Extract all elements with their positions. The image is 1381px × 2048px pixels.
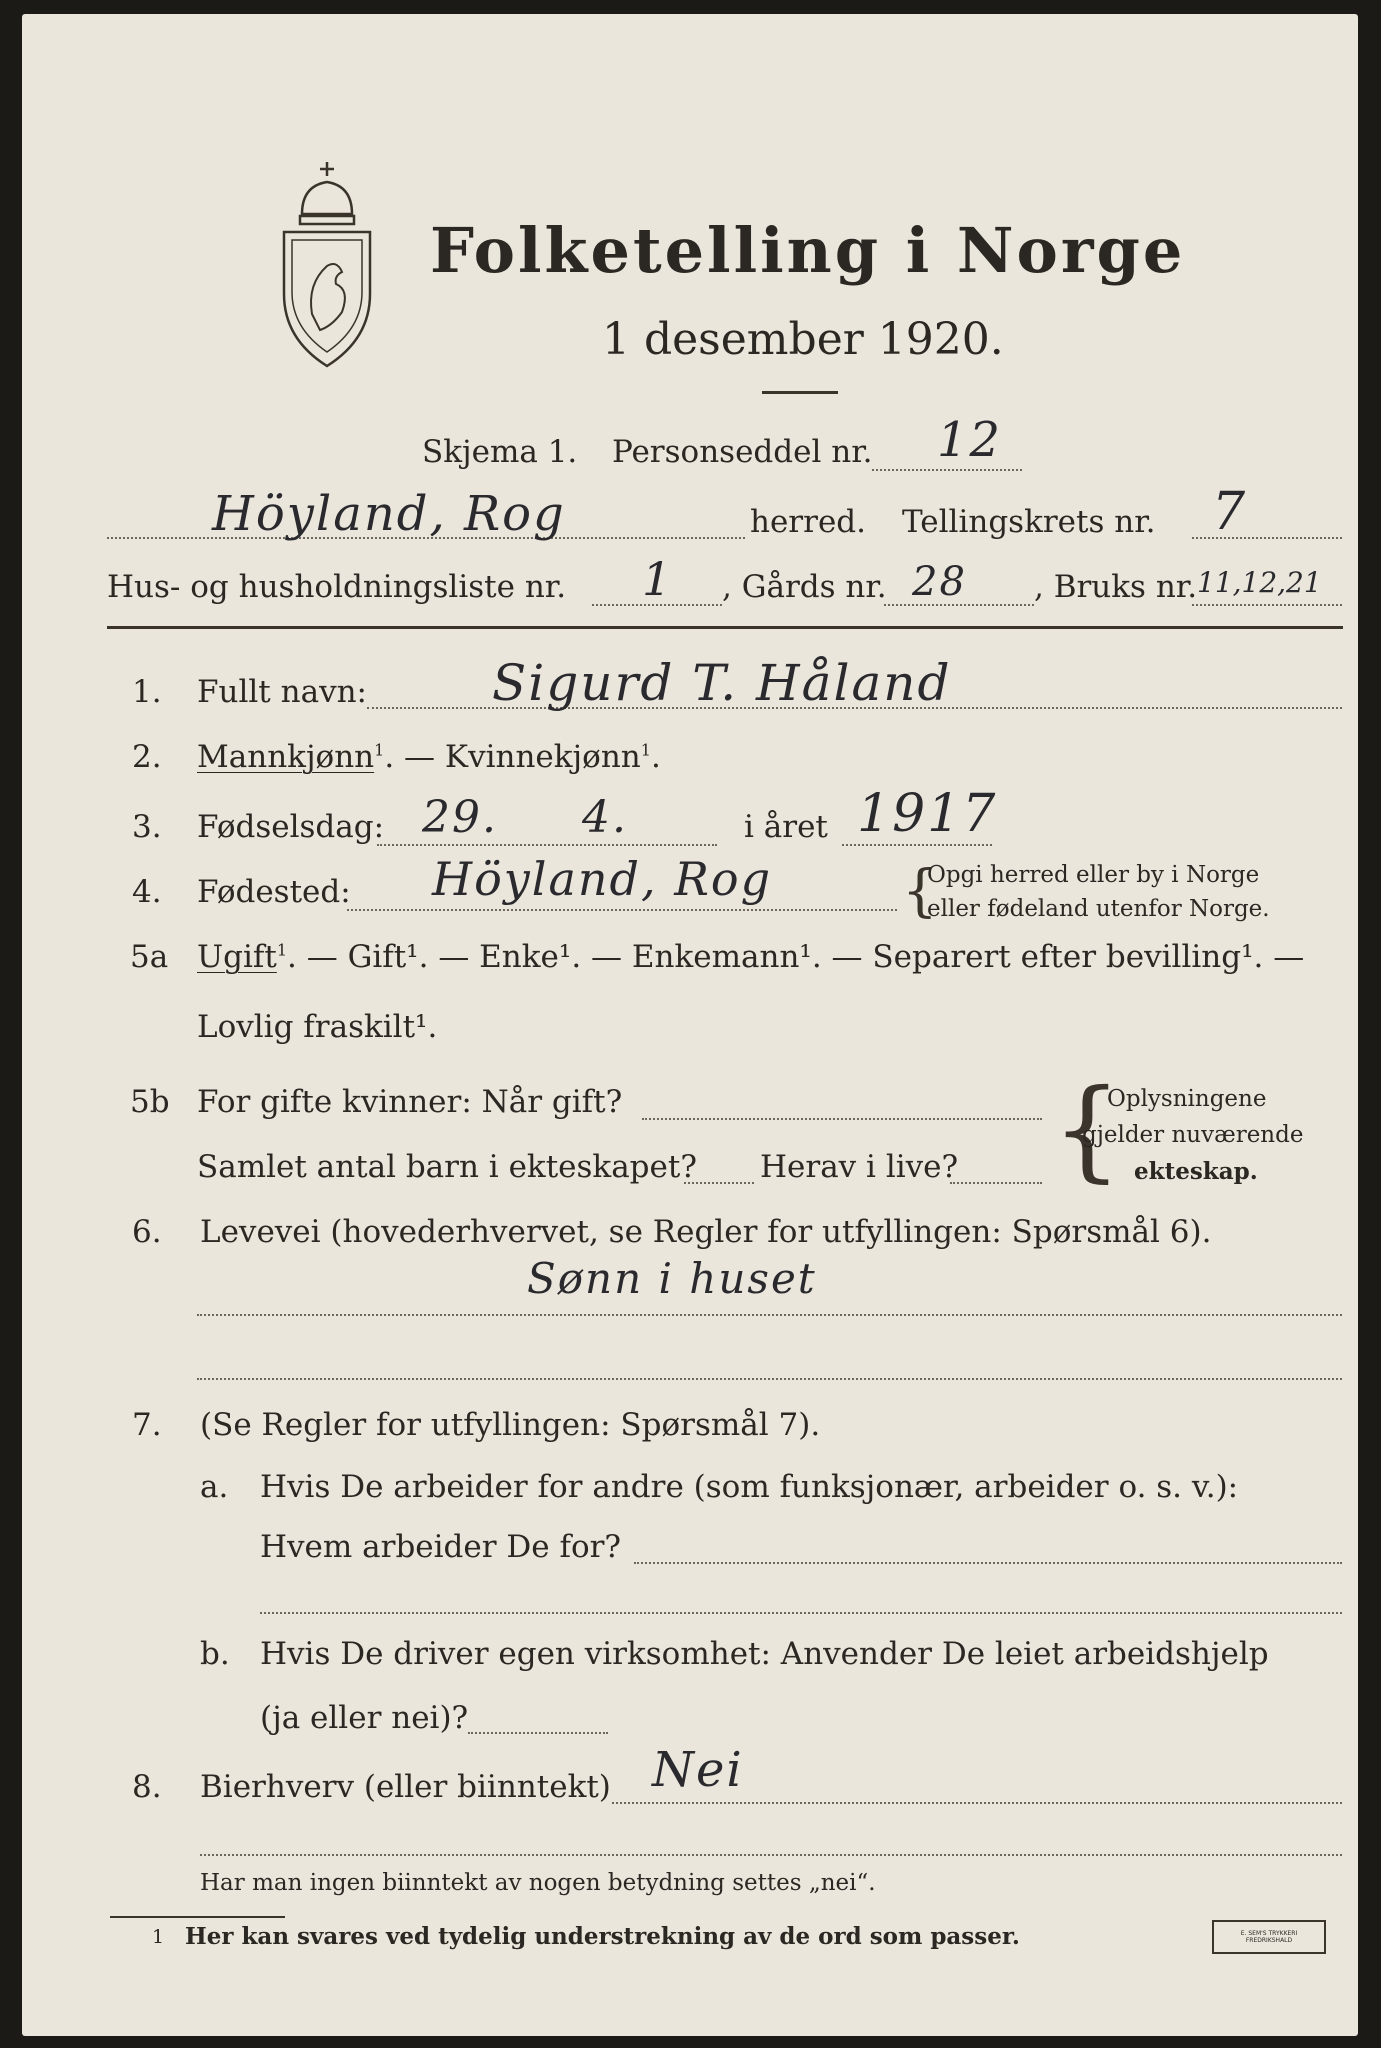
q2-mann: Mannkjønn [197,739,375,775]
q5b-label-3: Herav i live? [760,1149,959,1185]
q5b-line-1 [642,1118,1042,1120]
q4-value: Höyland, Rog [432,852,773,906]
bruks-line [1192,604,1342,606]
herred-label: herred. [750,504,866,540]
form-date: 1 desember 1920. [602,314,1004,365]
q5a-label: Ugift$^1$. — Gift¹. — Enke¹. — Enkemann¹. — Separert efter bevilling¹. — [197,939,1305,975]
q5a-line2: Lovlig fraskilt¹. [197,1009,438,1045]
q7a-line-2 [260,1612,1342,1614]
personseddel-label: Personseddel nr. [612,434,873,470]
q3-month: 4. [582,792,628,843]
gards-label: , Gårds nr. [722,569,887,605]
q3-year-label: i året [744,809,828,845]
q5a-ugift: Ugift [197,939,277,975]
q6-line-1 [197,1314,1342,1316]
q4-note-1: Opgi herred eller by i Norge [927,862,1260,888]
personseddel-line [872,469,1022,471]
q7a-label-2: Hvem arbeider De for? [260,1529,622,1565]
q8-number: 8. [132,1769,162,1805]
q8-line-2 [200,1854,1342,1856]
q3-year: 1917 [857,784,998,844]
q6-label: Levevei (hovederhvervet, se Regler for utfyllingen: Spørsmål 6). [200,1214,1212,1250]
q3-label: Fødselsdag: [197,809,385,845]
printer-mark-text: E. SEM'S TRYKKERI FREDRIKSHALD [1240,1930,1298,1944]
personseddel-value: 12 [937,412,1003,468]
hus-label: Hus- og husholdningsliste nr. [107,569,567,605]
q5b-brace: { [1052,1065,1122,1193]
q2-kvinne: Kvinnekjønn [444,739,641,775]
coat-of-arms-icon [272,154,382,374]
printer-mark [1212,1920,1326,1954]
q3-date-line [377,844,717,846]
tellingskrets-label: Tellingskrets nr. [902,504,1156,540]
q3-day: 29. [422,792,498,843]
herred-value: Höyland, Rog [212,486,566,542]
q5b-line-3 [950,1182,1042,1184]
q4-note-2: eller fødeland utenfor Norge. [927,896,1270,922]
q1-number: 1. [132,674,162,710]
q7b-line [468,1732,608,1734]
q7a-label: Hvis De arbeider for andre (som funksjonær, arbeider o. s. v.): [260,1469,1239,1505]
q4-line [347,909,897,911]
q2-end: . [650,739,661,775]
q2-number: 2. [132,739,162,775]
q7a-line-1 [634,1562,1342,1564]
hus-value: 1 [642,552,674,606]
q5b-note-1: Oplysningene [1107,1086,1267,1112]
footnote-rule [110,1916,285,1918]
header-divider [107,626,1343,629]
q6-line-2 [197,1378,1342,1380]
q1-value: Sigurd T. Håland [492,654,952,712]
q4-label: Fødested: [197,874,351,910]
q5b-label-1: For gifte kvinner: Når gift? [197,1084,623,1120]
q6-value: Sønn i huset [527,1254,817,1303]
q7b-label-2: (ja eller nei)? [260,1700,469,1736]
q5a-rest: . — Gift¹. — Enke¹. — Enkemann¹. — Separert efter bevilling¹. — [287,939,1305,975]
q1-label: Fullt navn: [197,674,367,710]
q5b-label-2: Samlet antal barn i ekteskapet? [197,1149,697,1185]
q7a-number: a. [200,1469,229,1505]
q3-number: 3. [132,809,162,845]
q8-value: Nei [652,1742,744,1798]
q5b-line-2 [684,1182,754,1184]
q8-note: Har man ingen biinntekt av nogen betydning settes „nei“. [200,1870,876,1896]
q4-brace: { [902,859,938,924]
q7-number: 7. [132,1407,162,1443]
census-form-page [22,14,1358,2036]
q6-number: 6. [132,1214,162,1250]
q3-year-line [842,844,992,846]
q7b-number: b. [200,1636,230,1672]
q7b-label: Hvis De driver egen virksomhet: Anvender De leiet arbeidshjelp [260,1636,1269,1672]
q5b-number: 5b [130,1084,170,1120]
q4-number: 4. [132,874,162,910]
gards-value: 28 [912,559,967,605]
q5b-note-2: gjelder nuværende [1082,1122,1304,1148]
form-title: Folketelling i Norge [430,214,1186,287]
footnote-mark: 1 [152,1926,165,1948]
q2-label: Mannkjønn$^1$. — Kvinnekjønn$^1$. [197,739,661,775]
title-divider [762,391,838,394]
q5b-note-3: ekteskap. [1134,1158,1258,1185]
skjema-label: Skjema 1. [422,434,578,470]
bruks-value: 11,12,21 [1197,566,1322,599]
footnote-text: Her kan svares ved tydelig understrekning av de ord som passer. [185,1923,1020,1950]
tellingskrets-value: 7 [1212,482,1248,542]
q8-label: Bierhverv (eller biinntekt) [200,1769,611,1805]
q8-line [612,1802,1342,1804]
q7-label: (Se Regler for utfyllingen: Spørsmål 7). [200,1407,821,1443]
q5a-number: 5a [130,939,169,975]
q2-sep: . — [384,739,445,775]
bruks-label: , Bruks nr. [1034,569,1198,605]
